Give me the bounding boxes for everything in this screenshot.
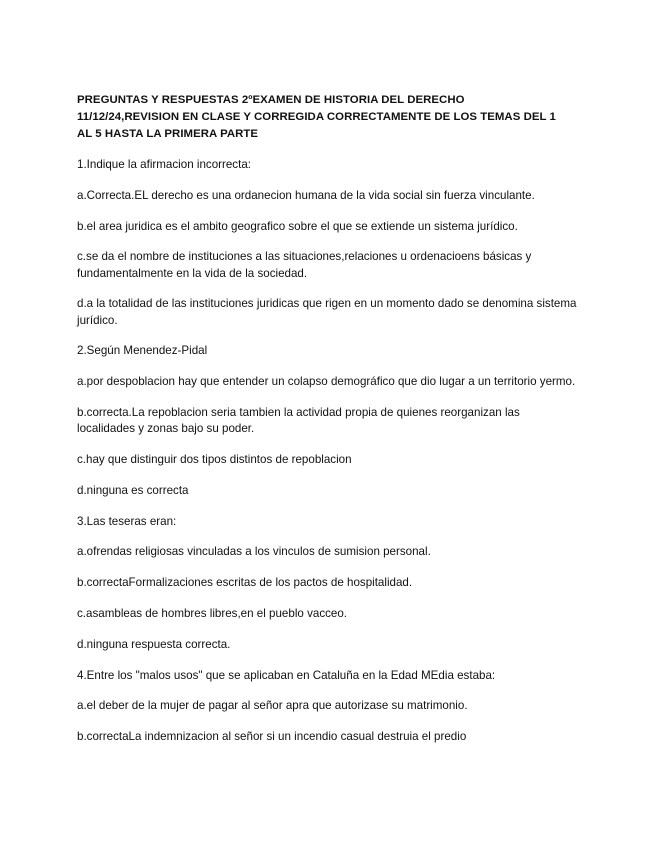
question-4: 4.Entre los "malos usos" que se aplicaban en Cataluña en la Edad MEdia estaba:	[77, 668, 496, 682]
title-line-2: 11/12/24,REVISION EN CLASE Y CORREGIDA CORRECTAMENTE DE LOS TEMAS DEL 1	[77, 111, 556, 123]
question-3-option-d: d.ninguna respuesta correcta.	[77, 637, 231, 651]
question-4-option-a: a.el deber de la mujer de pagar al señor apra que autorizase su matrimonio.	[77, 699, 468, 713]
title-line-1: PREGUNTAS Y RESPUESTAS 2ºEXAMEN DE HISTORIA DEL DERECHO	[77, 94, 465, 106]
question-2-option-b: b.correcta.La repoblacion seria tambien la actividad propia de quienes reorganizan las localidades y zonas bajo su poder.	[77, 405, 520, 436]
question-2-option-d: d.ninguna es correcta	[77, 483, 189, 497]
question-4-option-b: b.correctaLa indemnizacion al señor si un incendio casual destruia el predio	[77, 730, 467, 744]
question-3-option-c: c.asambleas de hombres libres,en el pueblo vacceo.	[77, 606, 348, 620]
question-2: 2.Según Menendez-Pidal	[77, 344, 208, 358]
document-title	[77, 92, 577, 143]
question-3-option-a: a.ofrendas religiosas vinculadas a los vinculos de sumision personal.	[77, 545, 431, 559]
question-3: 3.Las teseras eran:	[77, 514, 177, 528]
question-1-option-a: a.Correcta.EL derecho es una ordanecion humana de la vida social sin fuerza vinculante.	[77, 188, 535, 202]
question-1-option-b: b.el area juridica es el ambito geografico sobre el que se extiende un sistema jurídico.	[77, 219, 518, 233]
question-3-option-b: b.correctaFormalizaciones escritas de los pactos de hospitalidad.	[77, 576, 413, 590]
document-page	[77, 92, 577, 760]
question-2-option-c: c.hay que distinguir dos tipos distintos de repoblacion	[77, 452, 352, 466]
title-line-3: AL 5 HASTA LA PRIMERA PARTE	[77, 128, 259, 140]
question-1: 1.Indique la afirmacion incorrecta:	[77, 158, 251, 171]
question-2-option-a: a.por despoblacion hay que entender un colapso demográfico que dio lugar a un territorio yermo.	[77, 375, 576, 389]
question-1-option-d: d.a la totalidad de las instituciones juridicas que rigen en un momento dado se denomina sistema jurídico.	[77, 297, 577, 327]
question-1-option-c: c.se da el nombre de instituciones a las situaciones,relaciones u ordenacioens básicas y fundamentalmente en la vida de la sociedad.	[77, 250, 532, 280]
